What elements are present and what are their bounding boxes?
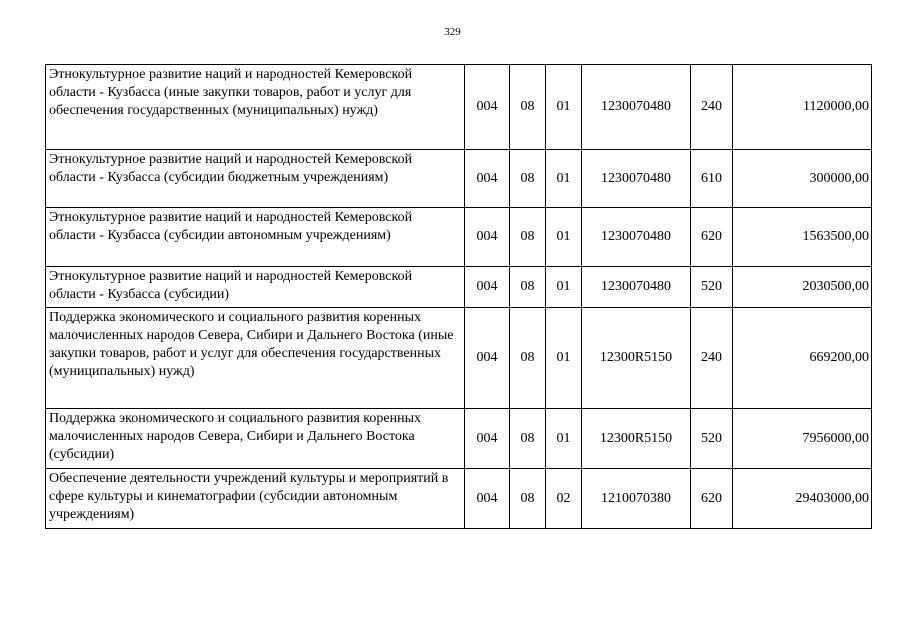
row-description: Этнокультурное развитие наций и народностей Кемеровской области - Кузбасса (иные закупки товаров, работ и услуг для обеспечения государственных (муниципальных) нужд)	[46, 65, 465, 150]
table-row	[46, 65, 872, 150]
page-number: 329	[444, 26, 461, 38]
ministry-code: 004	[465, 267, 510, 308]
row-description: Этнокультурное развитие наций и народностей Кемеровской области - Кузбасса (субсидии)	[46, 267, 465, 308]
budget-table	[45, 64, 872, 529]
expense-type-code: 240	[691, 65, 733, 150]
target-article-code: 12300R5150	[582, 308, 691, 409]
subsection-code: 01	[546, 267, 582, 308]
subsection-code: 01	[546, 65, 582, 150]
table-row	[46, 409, 872, 469]
expense-type-code: 610	[691, 150, 733, 208]
amount: 669200,00	[733, 308, 872, 409]
expense-type-code: 520	[691, 267, 733, 308]
amount: 300000,00	[733, 150, 872, 208]
expense-type-code: 520	[691, 409, 733, 469]
target-article-code: 1210070380	[582, 469, 691, 529]
target-article-code: 12300R5150	[582, 409, 691, 469]
ministry-code: 004	[465, 150, 510, 208]
ministry-code: 004	[465, 409, 510, 469]
row-description: Поддержка экономического и социального развития коренных малочисленных народов Севера, Сибири и Дальнего Востока (субсидии)	[46, 409, 465, 469]
section-code: 08	[510, 150, 546, 208]
section-code: 08	[510, 65, 546, 150]
table-row	[46, 267, 872, 308]
target-article-code: 1230070480	[582, 65, 691, 150]
target-article-code: 1230070480	[582, 150, 691, 208]
subsection-code: 01	[546, 208, 582, 267]
section-code: 08	[510, 267, 546, 308]
amount: 1563500,00	[733, 208, 872, 267]
amount: 2030500,00	[733, 267, 872, 308]
expense-type-code: 620	[691, 469, 733, 529]
table-row	[46, 308, 872, 409]
row-description: Этнокультурное развитие наций и народностей Кемеровской области - Кузбасса (субсидии автономным учреждениям)	[46, 208, 465, 267]
expense-type-code: 240	[691, 308, 733, 409]
amount: 7956000,00	[733, 409, 872, 469]
expense-type-code: 620	[691, 208, 733, 267]
section-code: 08	[510, 409, 546, 469]
ministry-code: 004	[465, 469, 510, 529]
target-article-code: 1230070480	[582, 267, 691, 308]
section-code: 08	[510, 308, 546, 409]
subsection-code: 01	[546, 150, 582, 208]
ministry-code: 004	[465, 65, 510, 150]
amount: 29403000,00	[733, 469, 872, 529]
section-code: 08	[510, 208, 546, 267]
table-row	[46, 208, 872, 267]
subsection-code: 01	[546, 308, 582, 409]
ministry-code: 004	[465, 308, 510, 409]
table-row	[46, 150, 872, 208]
table-row	[46, 469, 872, 529]
row-description: Поддержка экономического и социального развития коренных малочисленных народов Севера, Сибири и Дальнего Востока (иные закупки товаров, работ и услуг для обеспечения государственных (муниципальных) нужд)	[46, 308, 465, 409]
ministry-code: 004	[465, 208, 510, 267]
subsection-code: 01	[546, 409, 582, 469]
row-description: Обеспечение деятельности учреждений культуры и мероприятий в сфере культуры и кинематографии (субсидии автономным учреждениям)	[46, 469, 465, 529]
row-description: Этнокультурное развитие наций и народностей Кемеровской области - Кузбасса (субсидии бюджетным учреждениям)	[46, 150, 465, 208]
target-article-code: 1230070480	[582, 208, 691, 267]
section-code: 08	[510, 469, 546, 529]
amount: 1120000,00	[733, 65, 872, 150]
subsection-code: 02	[546, 469, 582, 529]
